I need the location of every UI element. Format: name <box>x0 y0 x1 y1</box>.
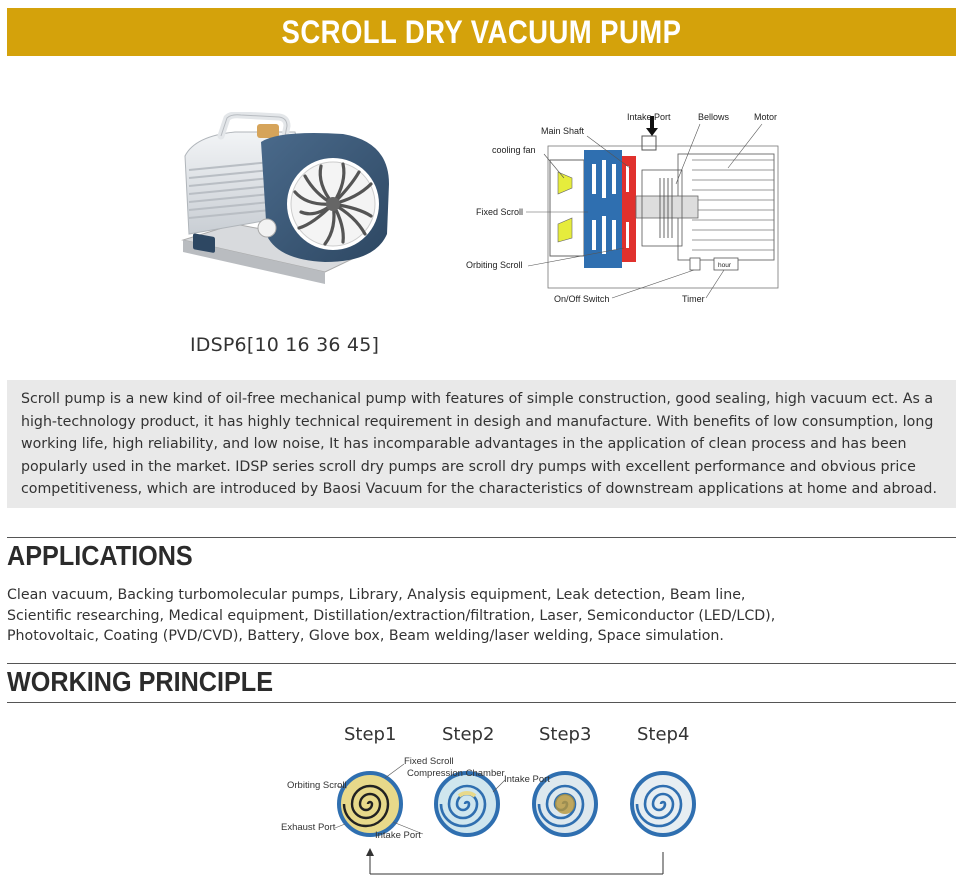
intake-port-label: Intake Port <box>627 112 671 122</box>
page-title: SCROLL DRY VACUUM PUMP <box>281 13 682 50</box>
timer-label: Timer <box>682 294 705 304</box>
step-4-label: Step4 <box>637 724 690 745</box>
hour-label: hour <box>718 262 732 269</box>
motor-label: Motor <box>754 112 778 122</box>
step-1-scroll <box>339 773 401 835</box>
product-model-label: IDSP6[10 16 36 45] <box>190 334 380 356</box>
section-divider <box>7 663 956 664</box>
step-2-label: Step2 <box>442 724 495 745</box>
applications-line: Scientific researching, Medical equipment, Distillation/extraction/filtration, Laser, Semiconductor (LED/LCD), <box>7 607 776 624</box>
applications-list <box>7 585 957 647</box>
step-4-scroll <box>632 773 694 835</box>
intro-paragraph: Scroll pump is a new kind of oil-free mechanical pump with features of simple construction, good sealing, high vacuum ect. As a high-technology product, it has highly technical requirement in desigh and manufacture. With benefits of low consumption, long working life, high reliability, and low noise, It has incomparable advantages in the application of clean process and has been popularly used in the market. IDSP series scroll dry pumps are scroll dry pumps with excellent performance and obvious price competitiveness, which are introduced by Baosi Vacuum for the characteristics of downstream applications at home and abroad. <box>7 380 956 508</box>
applications-heading: APPLICATIONS <box>7 540 193 571</box>
working-principle-diagram <box>275 752 715 886</box>
cooling-fan-blade <box>558 172 572 194</box>
main-shaft-label: Main Shaft <box>541 126 585 136</box>
intake-port-step-label: Intake Port <box>375 830 421 841</box>
applications-line: Clean vacuum, Backing turbomolecular pumps, Library, Analysis equipment, Leak detection, Beam line, <box>7 587 746 603</box>
orbiting-scroll-step-label: Orbiting Scroll <box>287 780 347 791</box>
pump-product-image <box>175 112 395 284</box>
title-banner <box>7 8 956 56</box>
section-divider <box>7 537 956 538</box>
on-off-switch-label: On/Off Switch <box>554 294 610 304</box>
intake-port-step-label: Intake Port <box>504 774 550 785</box>
step-1-label: Step1 <box>344 724 397 745</box>
exhaust-port-label: Exhaust Port <box>281 822 336 833</box>
fixed-scroll-step-label: Fixed Scroll <box>404 756 454 767</box>
compression-chamber-label: Compression Chamber <box>407 768 505 779</box>
applications-line: Photovoltaic, Coating (PVD/CVD), Battery, Glove box, Beam welding/laser welding, Space simulation. <box>7 628 724 645</box>
orbiting-scroll-label: Orbiting Scroll <box>466 260 523 270</box>
fixed-scroll-label: Fixed Scroll <box>476 207 524 217</box>
cooling-fan-label: cooling fan <box>492 145 536 155</box>
pump-cross-section-diagram <box>462 108 792 308</box>
bellows-label: Bellows <box>698 112 730 122</box>
step-2-scroll <box>436 773 498 835</box>
section-divider <box>7 702 956 703</box>
working-principle-heading: WORKING PRINCIPLE <box>7 666 274 697</box>
step-3-label: Step3 <box>539 724 592 745</box>
cooling-fan-blade <box>558 218 572 242</box>
